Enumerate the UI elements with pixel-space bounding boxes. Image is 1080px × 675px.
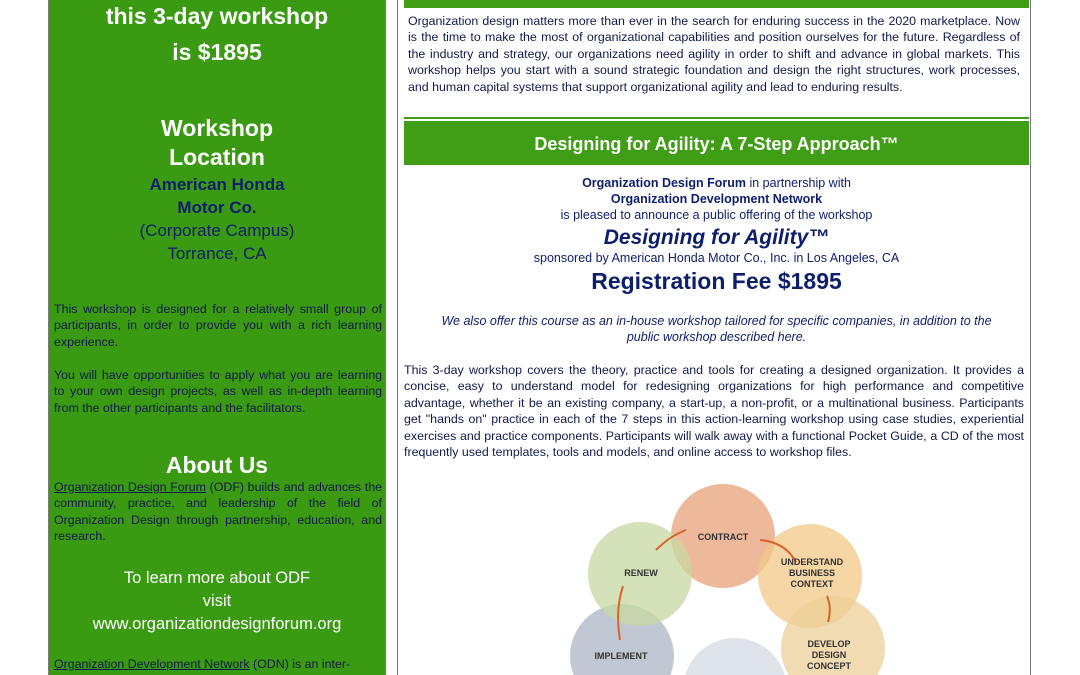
step-label-develop-2: DESIGN: [811, 650, 847, 660]
step-label-understand-3: CONTEXT: [790, 579, 834, 589]
odf-website-link[interactable]: www.organizationdesignforum.org: [92, 615, 342, 633]
venue-line-3: (Corporate Campus): [139, 221, 295, 240]
venue-line-2: Motor Co.: [177, 198, 257, 217]
step-label-contract: CONTRACT: [697, 532, 749, 542]
fee-line-2: is $1895: [172, 39, 262, 65]
odf-about-text: (ODF) builds and advances the community, practice, and leadership of the field of Organization Design through partnership, education, and research.: [54, 480, 382, 543]
odf-name: Organization Design Forum: [582, 176, 746, 190]
step-label-develop-1: DEVELOP: [807, 639, 851, 649]
step-label-renew: RENEW: [624, 568, 658, 578]
learn-more-line-2: visit: [202, 592, 232, 610]
odn-link[interactable]: Organization Development Network: [54, 657, 250, 671]
step-label-understand-1: UNDERSTAND: [780, 557, 844, 567]
venue-line-4: Torrance, CA: [167, 244, 267, 263]
workshop-description: This 3-day workshop covers the theory, practice and tools for creating a designed organization. It provides a concise, easy to understand model for redesigning organizations for high performance and competitive advantage, whether it be an existing company, a start-up, a non-profit, or a multinational business. Participants get "hands on" practice in each of the 7 steps in this action-learning workshop using case studies, experiential exercises and practice components. Participants will walk away with a functional Pocket Guide, a CD of the most frequently used templates, tools and models, and online access to workshop files.: [404, 363, 1024, 460]
top-green-bar: [404, 0, 1029, 8]
step-label-develop-3: CONCEPT: [806, 661, 852, 671]
registration-fee: Registration Fee $1895: [591, 268, 842, 294]
odn-name: Organization Development Network: [610, 192, 823, 206]
location-heading-2: Location: [169, 144, 265, 170]
announcement-text: is pleased to announce a public offering of the workshop: [560, 208, 873, 222]
section-banner: Designing for Agility: A 7-Step Approach™: [404, 121, 1029, 165]
learn-more-line-1: To learn more about ODF: [123, 569, 311, 587]
intro-divider: [404, 117, 1029, 119]
sidebar-paragraph-2: You will have opportunities to apply what you are learning to your own design projects, as well as in-depth learning from the other participants and the facilitators.: [54, 368, 382, 415]
odf-link[interactable]: Organization Design Forum: [54, 480, 206, 494]
odn-about-paragraph: [54, 656, 382, 672]
partnership-line: [404, 175, 1029, 191]
odf-about-paragraph: [54, 479, 382, 544]
odn-about-text: (ODN) is an inter-: [249, 657, 351, 671]
partnership-text: in partnership with: [745, 176, 851, 190]
fee-line-1: this 3-day workshop: [105, 3, 329, 29]
step-label-implement: IMPLEMENT: [594, 651, 648, 661]
intro-paragraph: Organization design matters more than ever in the search for enduring success in the 2020 marketplace. Now is the time to make the most of organizational capabilities and position ourselves for the future. Regardless of the industry and strategy, our organizations need agility in order to shift and advance in global markets. This workshop helps you start with a sound strategic foundation and design the right structures, work processes, and human capital systems that support organizational agility and lead to enduring results.: [408, 14, 1020, 94]
about-heading: About Us: [165, 452, 269, 478]
workshop-title: Designing for Agility™: [603, 226, 830, 249]
location-heading-1: Workshop: [160, 115, 274, 141]
venue-line-1: American Honda: [149, 175, 285, 194]
bottom-circle: [683, 638, 787, 675]
sidebar-paragraph-1: This workshop is designed for a relatively small group of participants, in order to provide you with a rich learning experience.: [54, 302, 382, 349]
step-label-understand-2: BUSINESS: [788, 568, 836, 578]
sponsor-text: sponsored by American Honda Motor Co., Inc. in Los Angeles, CA: [533, 251, 900, 265]
seven-step-cycle-diagram: [560, 480, 900, 675]
inhouse-note-line-2: public workshop described here.: [626, 330, 807, 344]
inhouse-note-line-1: We also offer this course as an in-house workshop tailored for specific companies, in addition to the: [441, 314, 992, 328]
